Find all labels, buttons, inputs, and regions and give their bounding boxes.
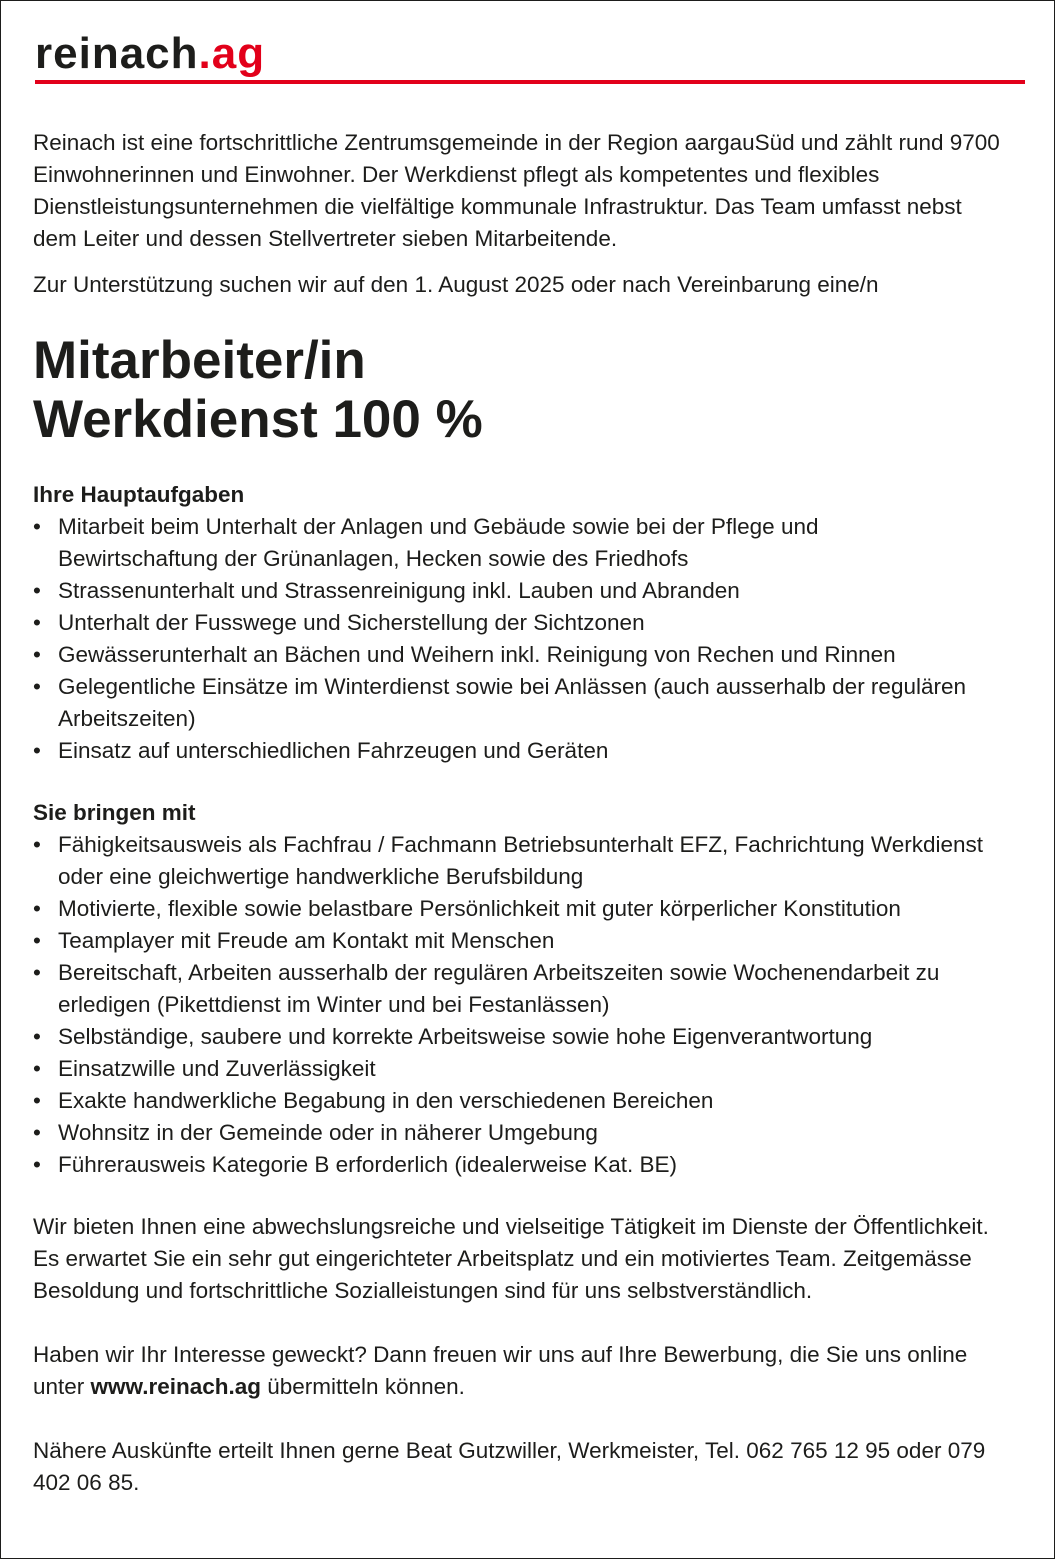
task-item: • Unterhalt der Fusswege und Sicherstellung der Sichtzonen <box>33 607 1023 639</box>
job-title-line2: Werkdienst 100 % <box>33 390 483 449</box>
task-item: • Einsatz auf unterschiedlichen Fahrzeugen und Geräten <box>33 735 1023 767</box>
offer-paragraph: Wir bieten Ihnen eine abwechslungsreiche und vielseitige Tätigkeit im Dienste der Öffentlichkeit. Es erwartet Sie ein sehr gut eingerichteter Arbeitsplatz und ein motiviertes Team. Zeitgemässe Besoldung und fortschrittliche Sozialleistungen sind für uns selbstverständlich. <box>33 1214 989 1303</box>
task-item: • Gelegentliche Einsätze im Winterdienst sowie bei Anlässen (auch ausserhalb der regulären Arbeitszeiten) <box>33 671 968 735</box>
job-title-line1: Mitarbeiter/in <box>33 331 366 390</box>
apply-text-end: übermitteln können. <box>261 1374 465 1399</box>
contact-paragraph: Nähere Auskünfte erteilt Ihnen gerne Beat Gutzwiller, Werkmeister, Tel. 062 765 12 95 oder 079 402 06 85. <box>33 1438 986 1495</box>
logo-name: reinach <box>35 29 199 78</box>
requirement-item: • Motivierte, flexible sowie belastbare Persönlichkeit mit guter körperlicher Konstitution <box>33 893 1023 925</box>
task-item: • Gewässerunterhalt an Bächen und Weihern inkl. Reinigung von Rechen und Rinnen <box>33 639 1023 671</box>
intro-paragraph: Reinach ist eine fortschrittliche Zentrumsgemeinde in der Region aargauSüd und zählt rund 9700 Einwohnerinnen und Einwohner. Der Werkdienst pflegt als kompetentes und flexibles Dienstleistungsunternehmen die vielfältige kommunale Infrastruktur. Das Team umfasst nebst dem Leiter und dessen Stellvertreter sieben Mitarbeitende. <box>33 130 1000 251</box>
requirement-item: • Einsatzwille und Zuverlässigkeit <box>33 1053 1023 1085</box>
tasks-heading: Ihre Hauptaufgaben <box>33 482 245 507</box>
requirements-list <box>33 829 1023 1181</box>
logo <box>35 28 265 80</box>
requirement-item: • Exakte handwerkliche Begabung in den verschiedenen Bereichen <box>33 1085 1023 1117</box>
requirements-heading: Sie bringen mit <box>33 800 196 825</box>
ad-content <box>33 127 1023 1499</box>
tasks-list <box>33 511 1023 767</box>
requirement-item: • Teamplayer mit Freude am Kontakt mit Menschen <box>33 925 1023 957</box>
task-item: • Mitarbeit beim Unterhalt der Anlagen und Gebäude sowie bei der Pflege und Bewirtschaftung der Grünanlagen, Hecken sowie des Friedhofs <box>33 511 928 575</box>
website-link[interactable]: www.reinach.ag <box>90 1374 262 1399</box>
requirement-item: • Fähigkeitsausweis als Fachfrau / Fachmann Betriebsunterhalt EFZ, Fachrichtung Werkdienst oder eine gleichwertige handwerkliche Berufsbildung <box>33 829 1023 893</box>
intro-lead: Zur Unterstützung suchen wir auf den 1. August 2025 oder nach Vereinbarung eine/n <box>33 272 879 297</box>
task-item: • Strassenunterhalt und Strassenreinigung inkl. Lauben und Abranden <box>33 575 1023 607</box>
apply-text: Haben wir Ihr Interesse geweckt? Dann freuen wir uns auf Ihre Bewerbung, die Sie uns online unter <box>33 1342 968 1399</box>
requirement-item: • Bereitschaft, Arbeiten ausserhalb der regulären Arbeitszeiten sowie Wochenendarbeit zu erledigen (Pikettdienst im Winter und bei Festanlässen) <box>33 957 1023 1021</box>
requirement-item: • Führerausweis Kategorie B erforderlich (idealerweise Kat. BE) <box>33 1149 1023 1181</box>
header-red-rule <box>35 80 1025 84</box>
apply-paragraph <box>33 1339 1008 1403</box>
requirement-item: • Wohnsitz in der Gemeinde oder in näherer Umgebung <box>33 1117 1023 1149</box>
requirement-item: • Selbständige, saubere und korrekte Arbeitsweise sowie hohe Eigenverantwortung <box>33 1021 1023 1053</box>
job-title <box>33 331 1023 449</box>
logo-domain: .ag <box>198 29 266 78</box>
